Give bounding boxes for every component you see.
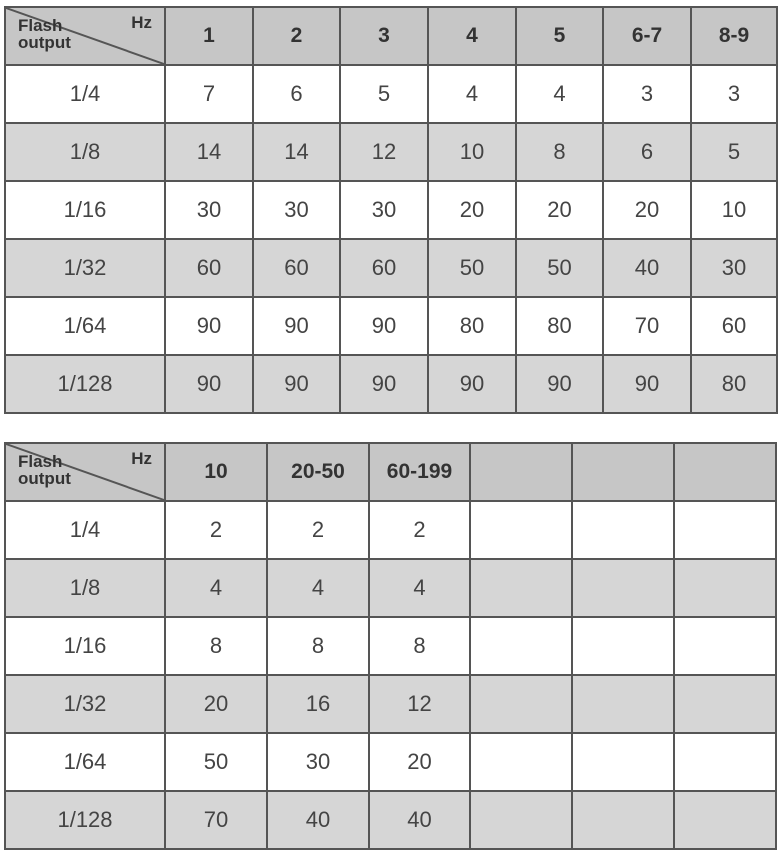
table-row bbox=[5, 791, 776, 849]
value-cell bbox=[470, 791, 572, 849]
column-header: 3 bbox=[340, 7, 428, 65]
value-cell: 70 bbox=[603, 297, 691, 355]
flash-output-cell: 1/128 bbox=[5, 355, 165, 413]
table-row bbox=[5, 675, 776, 733]
value-cell: 2 bbox=[165, 501, 267, 559]
value-cell: 8 bbox=[165, 617, 267, 675]
value-cell: 12 bbox=[340, 123, 428, 181]
value-cell bbox=[572, 675, 674, 733]
value-cell: 6 bbox=[253, 65, 340, 123]
flash-output-cell: 1/4 bbox=[5, 65, 165, 123]
value-cell: 90 bbox=[165, 297, 253, 355]
value-cell bbox=[674, 791, 776, 849]
value-cell: 90 bbox=[165, 355, 253, 413]
table-row bbox=[5, 123, 777, 181]
value-cell: 16 bbox=[267, 675, 369, 733]
column-header: 20-50 bbox=[267, 443, 369, 501]
value-cell: 3 bbox=[691, 65, 777, 123]
flash-output-label: Flash output bbox=[18, 16, 71, 52]
value-cell: 90 bbox=[603, 355, 691, 413]
value-cell bbox=[470, 501, 572, 559]
value-cell: 14 bbox=[165, 123, 253, 181]
flash-output-label: Flash output bbox=[18, 452, 71, 488]
value-cell bbox=[470, 675, 572, 733]
column-header: 10 bbox=[165, 443, 267, 501]
value-cell: 40 bbox=[603, 239, 691, 297]
value-cell: 40 bbox=[369, 791, 470, 849]
value-cell: 90 bbox=[253, 355, 340, 413]
hz-label: Hz bbox=[131, 449, 152, 468]
value-cell bbox=[674, 733, 776, 791]
value-cell bbox=[470, 617, 572, 675]
value-cell: 4 bbox=[267, 559, 369, 617]
value-cell bbox=[572, 733, 674, 791]
value-cell: 60 bbox=[165, 239, 253, 297]
hz-label: Hz bbox=[131, 13, 152, 32]
flash-output-cell: 1/32 bbox=[5, 239, 165, 297]
flash-output-cell: 1/16 bbox=[5, 617, 165, 675]
value-cell: 60 bbox=[253, 239, 340, 297]
table-row bbox=[5, 355, 777, 413]
value-cell: 90 bbox=[340, 297, 428, 355]
value-cell: 60 bbox=[691, 297, 777, 355]
flash-output-cell: 1/8 bbox=[5, 123, 165, 181]
corner-header-cell bbox=[5, 443, 165, 501]
value-cell: 2 bbox=[369, 501, 470, 559]
value-cell: 20 bbox=[428, 181, 516, 239]
value-cell: 8 bbox=[267, 617, 369, 675]
value-cell: 30 bbox=[267, 733, 369, 791]
table-header-row bbox=[5, 7, 777, 65]
flash-hz-table-1 bbox=[4, 6, 778, 414]
table-row bbox=[5, 617, 776, 675]
value-cell: 30 bbox=[691, 239, 777, 297]
value-cell bbox=[572, 501, 674, 559]
column-header bbox=[572, 443, 674, 501]
column-header: 1 bbox=[165, 7, 253, 65]
value-cell: 30 bbox=[165, 181, 253, 239]
value-cell bbox=[572, 617, 674, 675]
value-cell: 12 bbox=[369, 675, 470, 733]
value-cell bbox=[572, 791, 674, 849]
column-header: 8-9 bbox=[691, 7, 777, 65]
value-cell: 2 bbox=[267, 501, 369, 559]
table-row bbox=[5, 239, 777, 297]
value-cell bbox=[674, 559, 776, 617]
table-row bbox=[5, 559, 776, 617]
value-cell: 90 bbox=[253, 297, 340, 355]
value-cell: 10 bbox=[428, 123, 516, 181]
column-header bbox=[470, 443, 572, 501]
table-header-row bbox=[5, 443, 776, 501]
table-row bbox=[5, 181, 777, 239]
value-cell: 4 bbox=[165, 559, 267, 617]
value-cell: 5 bbox=[340, 65, 428, 123]
column-header: 2 bbox=[253, 7, 340, 65]
value-cell bbox=[470, 733, 572, 791]
column-header: 6-7 bbox=[603, 7, 691, 65]
table-row bbox=[5, 733, 776, 791]
value-cell: 14 bbox=[253, 123, 340, 181]
flash-output-cell: 1/8 bbox=[5, 559, 165, 617]
table-row bbox=[5, 501, 776, 559]
value-cell bbox=[674, 617, 776, 675]
value-cell: 4 bbox=[516, 65, 603, 123]
value-cell: 90 bbox=[428, 355, 516, 413]
value-cell: 8 bbox=[369, 617, 470, 675]
flash-output-cell: 1/4 bbox=[5, 501, 165, 559]
value-cell: 7 bbox=[165, 65, 253, 123]
value-cell: 60 bbox=[340, 239, 428, 297]
column-header bbox=[674, 443, 776, 501]
value-cell bbox=[470, 559, 572, 617]
flash-output-cell: 1/64 bbox=[5, 297, 165, 355]
value-cell: 80 bbox=[516, 297, 603, 355]
value-cell: 80 bbox=[691, 355, 777, 413]
column-header: 4 bbox=[428, 7, 516, 65]
value-cell: 5 bbox=[691, 123, 777, 181]
flash-output-cell: 1/32 bbox=[5, 675, 165, 733]
value-cell: 90 bbox=[340, 355, 428, 413]
value-cell bbox=[674, 675, 776, 733]
value-cell: 50 bbox=[428, 239, 516, 297]
flash-output-cell: 1/64 bbox=[5, 733, 165, 791]
value-cell: 40 bbox=[267, 791, 369, 849]
value-cell: 8 bbox=[516, 123, 603, 181]
value-cell: 3 bbox=[603, 65, 691, 123]
value-cell: 50 bbox=[516, 239, 603, 297]
value-cell: 4 bbox=[369, 559, 470, 617]
value-cell bbox=[674, 501, 776, 559]
flash-hz-table-2 bbox=[4, 442, 777, 850]
value-cell: 50 bbox=[165, 733, 267, 791]
flash-output-cell: 1/128 bbox=[5, 791, 165, 849]
column-header: 60-199 bbox=[369, 443, 470, 501]
flash-output-cell: 1/16 bbox=[5, 181, 165, 239]
corner-header-cell bbox=[5, 7, 165, 65]
table-row bbox=[5, 297, 777, 355]
value-cell: 30 bbox=[253, 181, 340, 239]
table-row bbox=[5, 65, 777, 123]
value-cell: 20 bbox=[516, 181, 603, 239]
value-cell: 20 bbox=[165, 675, 267, 733]
value-cell: 30 bbox=[340, 181, 428, 239]
value-cell: 6 bbox=[603, 123, 691, 181]
value-cell: 80 bbox=[428, 297, 516, 355]
value-cell: 20 bbox=[369, 733, 470, 791]
value-cell bbox=[572, 559, 674, 617]
value-cell: 20 bbox=[603, 181, 691, 239]
value-cell: 70 bbox=[165, 791, 267, 849]
value-cell: 90 bbox=[516, 355, 603, 413]
column-header: 5 bbox=[516, 7, 603, 65]
value-cell: 10 bbox=[691, 181, 777, 239]
value-cell: 4 bbox=[428, 65, 516, 123]
